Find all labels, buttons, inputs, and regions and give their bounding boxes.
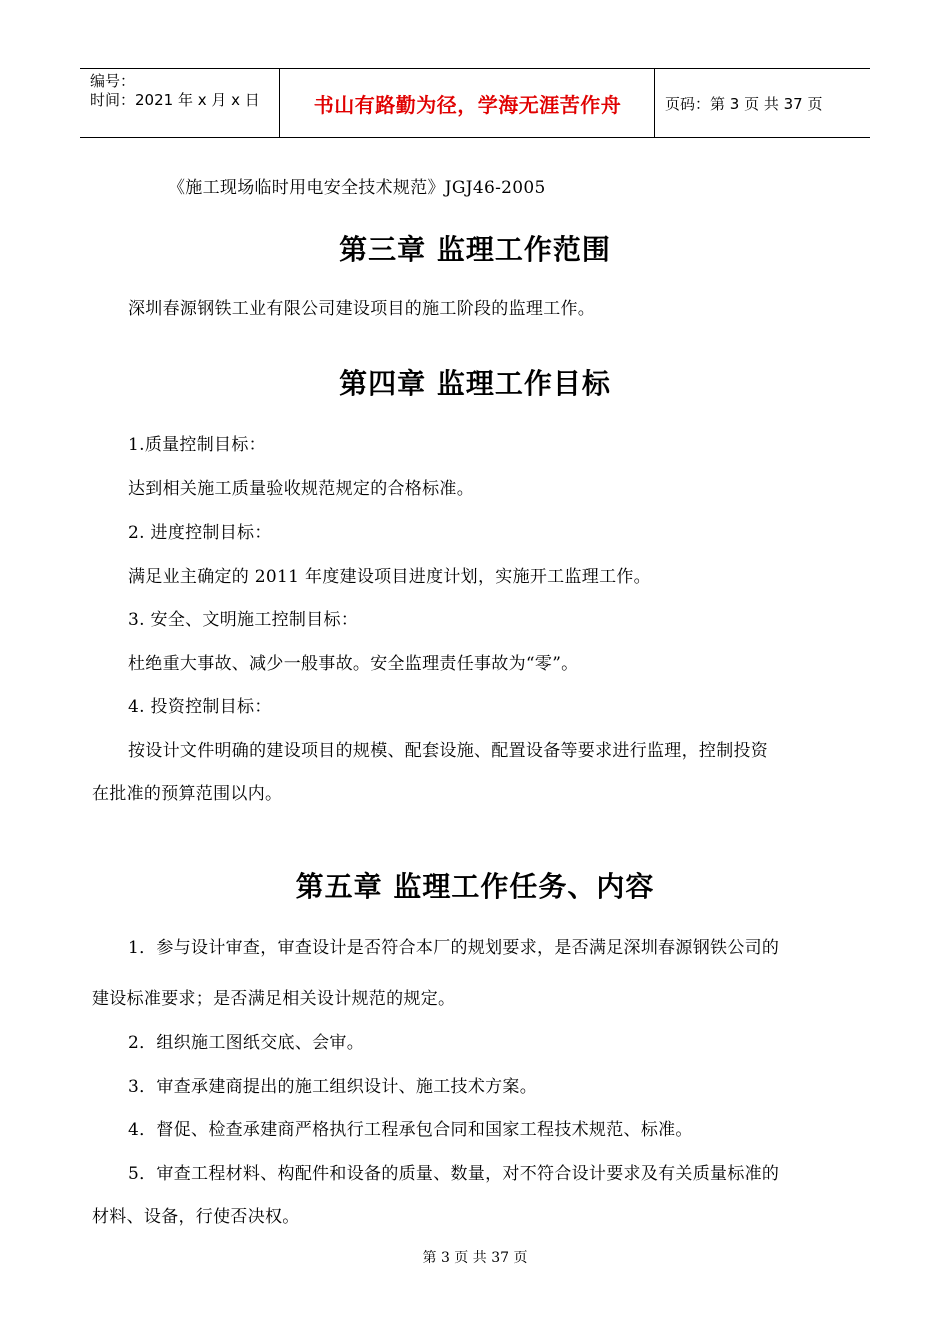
ch4-item: 按设计文件明确的建设项目的规模、配套设施、配置设备等要求进行监理，控制投资 — [128, 741, 769, 761]
page-header — [80, 68, 870, 138]
ch4-item: 2. 进度控制目标： — [128, 523, 272, 543]
reference-line: 《施工现场临时用电安全技术规范》JGJ46-2005 — [168, 178, 546, 198]
ch4-item: 杜绝重大事故、减少一般事故。安全监理责任事故为“零”。 — [128, 654, 579, 674]
ch4-item: 在批准的预算范围以内。 — [92, 784, 283, 804]
header-page-info: 页码：第 3 页 共 37 页 — [665, 94, 823, 113]
ch5-item: 1．参与设计审查，审查设计是否符合本厂的规划要求，是否满足深圳春源钢铁公司的 — [128, 938, 780, 958]
ch4-item: 达到相关施工质量验收规范规定的合格标准。 — [128, 479, 474, 499]
number-label: 编号： — [90, 72, 136, 90]
page-footer: 第 3 页 共 37 页 — [422, 1250, 528, 1266]
ch5-item: 材料、设备，行使否决权。 — [92, 1207, 300, 1227]
ch4-item: 3. 安全、文明施工控制目标： — [128, 610, 359, 630]
chapter-4-title: 第四章 监理工作目标 — [339, 367, 611, 400]
ch5-item: 5．审查工程材料、构配件和设备的质量、数量，对不符合设计要求及有关质量标准的 — [128, 1164, 780, 1184]
ch4-item: 4. 投资控制目标： — [128, 697, 272, 717]
ch5-item: 2．组织施工图纸交底、会审。 — [128, 1033, 365, 1053]
date-label: 时间：2021 年 x 月 x 日 — [90, 91, 260, 109]
chapter-3-title: 第三章 监理工作范围 — [339, 233, 611, 266]
ch4-item: 1.质量控制目标： — [128, 435, 266, 455]
ch5-item: 4．督促、检查承建商严格执行工程承包合同和国家工程技术规范、标准。 — [128, 1120, 693, 1140]
ch5-item: 3．审查承建商提出的施工组织设计、施工技术方案。 — [128, 1077, 538, 1097]
header-motto: 书山有路勤为径，学海无涯苦作舟 — [281, 69, 655, 137]
chapter-3-paragraph: 深圳春源钢铁工业有限公司建设项目的施工阶段的监理工作。 — [128, 299, 596, 319]
header-meta-cell — [80, 69, 280, 137]
ch4-item: 满足业主确定的 2011 年度建设项目进度计划，实施开工监理工作。 — [128, 567, 651, 587]
chapter-5-title: 第五章 监理工作任务、内容 — [295, 870, 655, 903]
ch5-item: 建设标准要求；是否满足相关设计规范的规定。 — [92, 989, 456, 1009]
